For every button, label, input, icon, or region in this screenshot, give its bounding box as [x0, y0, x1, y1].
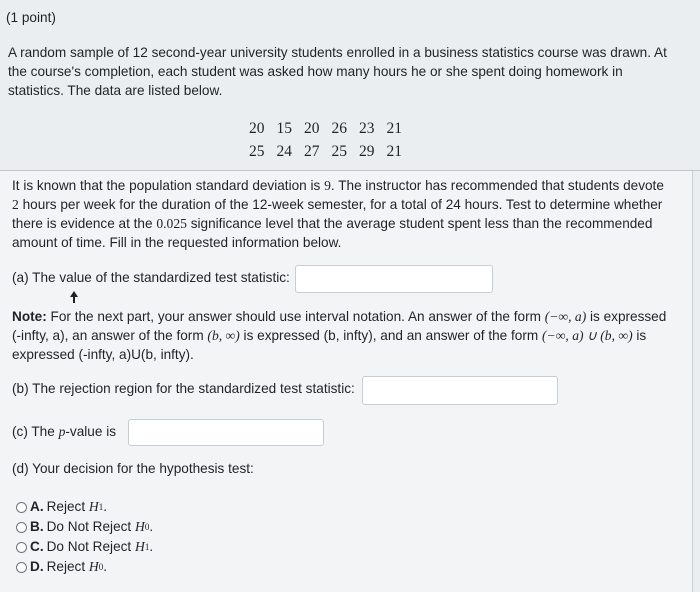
- question-line-1: [12, 176, 682, 195]
- radio-button[interactable]: [16, 562, 27, 573]
- note-math: (b, ∞): [207, 328, 240, 343]
- option-d[interactable]: [16, 558, 107, 576]
- option-subscript: 1: [98, 502, 104, 512]
- intro-line-1: A random sample of 12 second-year university students enrolled in a business statistics course was drawn. At: [8, 45, 667, 60]
- data-cell: 21: [386, 142, 402, 160]
- note-math: (−∞, a): [544, 309, 587, 324]
- option-a[interactable]: [16, 498, 107, 516]
- data-cell: 29: [359, 142, 375, 160]
- point-value: (1 point): [6, 10, 56, 25]
- question-line-4: amount of time. Fill in the requested information below.: [12, 235, 342, 250]
- radio-button[interactable]: [16, 522, 27, 533]
- option-letter: C.: [30, 539, 44, 554]
- option-end: .: [103, 499, 108, 514]
- data-cell: 25: [249, 142, 265, 160]
- panel-border: [692, 171, 693, 592]
- data-cell: 24: [276, 142, 292, 160]
- note-text-part: For the next part, your answer should use interval notation. An answer of the form: [46, 309, 545, 324]
- part-c-text: -value is: [65, 424, 117, 439]
- rejection-region-input[interactable]: [362, 376, 558, 405]
- option-subscript: 0: [144, 522, 150, 532]
- option-letter: A.: [30, 499, 44, 514]
- note-text-part: is expressed: [586, 309, 667, 324]
- data-cell: 25: [331, 142, 347, 160]
- option-letter: D.: [30, 559, 44, 574]
- note-line-2: [12, 326, 680, 345]
- option-text: Reject: [46, 499, 86, 514]
- data-row-1: [243, 117, 408, 140]
- option-text: Reject: [46, 559, 86, 574]
- part-a-label: (a) The value of the standardized test statistic:: [12, 270, 290, 285]
- q-text: significance level that the average student spent less than the recommended: [186, 216, 653, 231]
- option-text: Do Not Reject: [46, 539, 132, 554]
- option-letter: B.: [30, 519, 44, 534]
- intro-line-3: statistics. The data are listed below.: [8, 83, 223, 98]
- option-b[interactable]: [16, 518, 153, 536]
- data-row-2: [243, 140, 408, 163]
- data-table: [243, 117, 408, 163]
- q-math: 9: [324, 178, 331, 193]
- part-c-text: (c) The: [12, 424, 59, 439]
- part-c-math: p: [58, 424, 66, 439]
- note-text: [12, 307, 680, 364]
- question-line-2: [12, 195, 682, 214]
- option-text: Do Not Reject: [46, 519, 132, 534]
- test-statistic-input[interactable]: [295, 265, 493, 293]
- q-text: there is evidence at the: [12, 216, 157, 231]
- option-symbol: H: [88, 499, 99, 514]
- q-text: It is known that the population standard deviation is: [12, 178, 325, 193]
- data-cell: 20: [249, 119, 265, 137]
- note-line-1: [12, 307, 680, 326]
- part-b-label: (b) The rejection region for the standardized test statistic:: [12, 381, 355, 396]
- data-cell: 20: [304, 119, 320, 137]
- data-cell: 26: [331, 119, 347, 137]
- option-symbol: H: [88, 559, 99, 574]
- option-subscript: 1: [144, 542, 150, 552]
- q-math: 2: [12, 197, 19, 212]
- data-cell: 23: [359, 119, 375, 137]
- option-symbol: H: [135, 519, 145, 534]
- note-text-part: is expressed (b, infty), and an answer of the form: [239, 328, 542, 343]
- radio-button[interactable]: [16, 502, 27, 513]
- note-text-part: is: [632, 328, 647, 343]
- option-end: .: [149, 519, 154, 534]
- data-cell: 27: [304, 142, 320, 160]
- q-text: . The instructor has recommended that students devote: [330, 178, 664, 193]
- intro-line-2: the course's completion, each student was asked how many hours he or she spent doing homework in: [8, 64, 623, 79]
- mouse-cursor-icon: [68, 291, 80, 303]
- question-panel: [0, 171, 692, 592]
- option-end: .: [149, 539, 154, 554]
- part-c-label: [12, 424, 116, 440]
- q-math: 0.025: [156, 216, 187, 231]
- question-line-3: [12, 214, 682, 233]
- note-text-part: (-infty, a), an answer of the form: [12, 328, 208, 343]
- note-bold: Note:: [12, 309, 47, 324]
- problem-intro: [8, 43, 684, 100]
- part-d-label: (d) Your decision for the hypothesis test:: [12, 461, 254, 476]
- radio-button[interactable]: [16, 542, 27, 553]
- question-text: [12, 176, 682, 252]
- note-math: (−∞, a) ∪ (b, ∞): [542, 328, 633, 343]
- q-text: hours per week for the duration of the 12-week semester, for a total of 24 hours. Test to determine whether: [18, 197, 663, 212]
- data-cell: 15: [276, 119, 292, 137]
- option-subscript: 0: [98, 562, 104, 572]
- p-value-input[interactable]: [128, 419, 324, 446]
- option-c[interactable]: [16, 538, 153, 556]
- note-line-3: expressed (-infty, a)U(b, infty).: [12, 347, 194, 362]
- option-end: .: [103, 559, 108, 574]
- data-cell: 21: [386, 119, 402, 137]
- option-symbol: H: [135, 539, 145, 554]
